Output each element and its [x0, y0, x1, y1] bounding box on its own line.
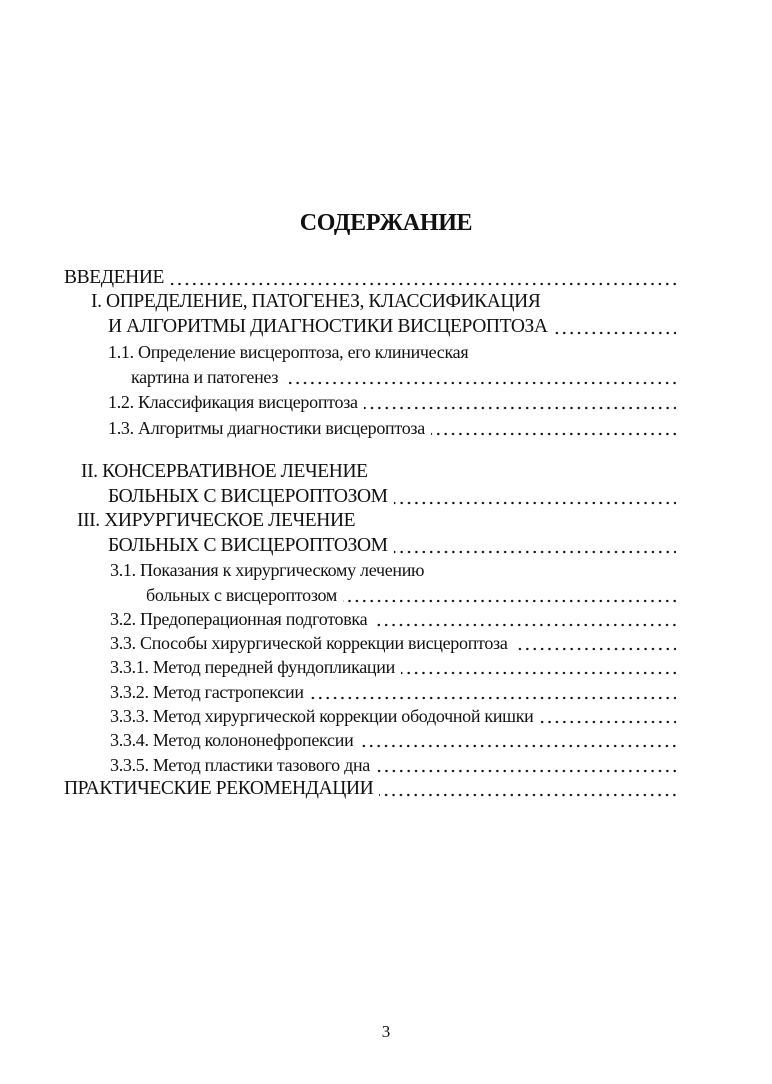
- page-number: 3: [381, 1022, 391, 1041]
- toc-entry-text: 3.3.5. Метод пластики тазового дна: [110, 755, 370, 775]
- dot-leader: [376, 753, 676, 777]
- dot-leader: [373, 607, 676, 631]
- toc-entry-text: ПРАКТИЧЕСКИЕ РЕКОМЕНДАЦИИ: [64, 778, 374, 799]
- toc-entry-text: 1.1. Определение висцероптоза, его клиническая: [108, 342, 469, 362]
- toc-entry-text: 3.2. Предоперационная подготовка: [110, 609, 368, 629]
- toc-entry: [108, 390, 676, 414]
- toc-entry-text: 3.1. Показания к хирургическому лечению: [110, 560, 425, 580]
- toc-entry-text: 1.2. Классификация висцероптоза: [108, 392, 358, 412]
- toc-entry: [131, 365, 676, 389]
- toc-entry-text: III. ХИРУРГИЧЕСКОЕ ЛЕЧЕНИЕ: [77, 510, 356, 531]
- toc-entry-text: 3.3.4. Метод колононефропексии: [110, 730, 354, 750]
- toc-entry: [81, 460, 676, 484]
- toc-entry: [110, 558, 676, 582]
- dot-leader: [310, 680, 676, 704]
- dot-leader: [540, 704, 676, 728]
- dot-leader: [554, 315, 676, 339]
- dot-leader: [343, 583, 676, 607]
- toc-entry-text: БОЛЬНЫХ С ВИСЦЕРОПТОЗОМ: [108, 535, 388, 556]
- toc-entry: [108, 315, 676, 339]
- toc-entry-text: БОЛЬНЫХ С ВИСЦЕРОПТОЗОМ: [108, 486, 388, 507]
- toc-entry-text: 3.3.3. Метод хирургической коррекции ободочной кишки: [110, 706, 534, 726]
- dot-leader: [394, 485, 676, 509]
- dot-leader: [170, 266, 676, 290]
- dot-leader: [401, 655, 676, 679]
- dot-leader: [379, 777, 676, 801]
- dot-leader: [284, 365, 676, 389]
- dot-leader: [394, 534, 676, 558]
- toc-entry: [110, 680, 676, 704]
- toc-entry-text: 3.3.2. Метод гастропексии: [110, 682, 304, 702]
- toc-entry: [110, 631, 676, 655]
- toc-entry-text: больных с висцероптозом: [146, 585, 337, 605]
- dot-leader: [364, 390, 676, 414]
- toc-entry-text: II. КОНСЕРВАТИВНОЕ ЛЕЧЕНИЕ: [81, 461, 368, 482]
- dot-leader: [431, 416, 676, 440]
- toc-entry: [64, 266, 676, 290]
- toc-entry-text: И АЛГОРИТМЫ ДИАГНОСТИКИ ВИСЦЕРОПТОЗА: [108, 316, 548, 337]
- toc-entry: [110, 753, 676, 777]
- toc-entry: [91, 290, 676, 314]
- dot-leader: [514, 631, 676, 655]
- toc-entry: [110, 728, 676, 752]
- toc-entry: [108, 416, 676, 440]
- toc-entry: [146, 583, 676, 607]
- toc-entry-text: 1.3. Алгоритмы диагностики висцероптоза: [108, 418, 425, 438]
- toc-entry: [108, 534, 676, 558]
- toc-entry-text: I. ОПРЕДЕЛЕНИЕ, ПАТОГЕНЕЗ, КЛАССИФИКАЦИЯ: [91, 291, 541, 312]
- toc-entry-text: 3.3. Способы хирургической коррекции висцероптоза: [110, 633, 508, 653]
- toc-entry: [64, 777, 676, 801]
- toc-entry-text: ВВЕДЕНИЕ: [64, 267, 165, 288]
- toc-entry: [77, 509, 676, 533]
- toc-entry-text: картина и патогенез: [131, 367, 279, 387]
- toc-entry: [108, 340, 676, 364]
- toc-entry: [108, 485, 676, 509]
- toc-entry: [110, 655, 676, 679]
- toc-entry: [110, 607, 676, 631]
- toc-entry-text: 3.3.1. Метод передней фундопликации: [110, 657, 395, 677]
- toc-entry: [110, 704, 676, 728]
- dot-leader: [359, 728, 676, 752]
- page-title: СОДЕРЖАНИЕ: [299, 210, 473, 236]
